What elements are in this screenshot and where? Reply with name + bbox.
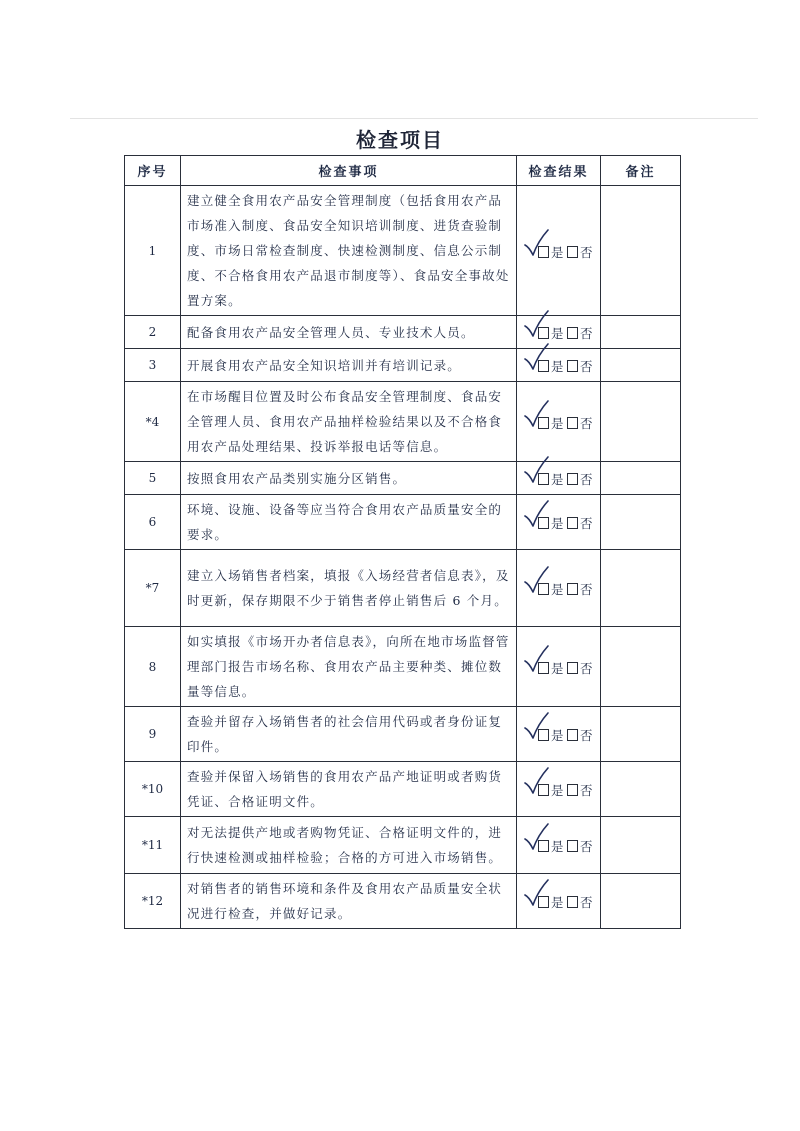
result-options <box>517 891 600 911</box>
option-yes-label: 是 <box>551 472 564 487</box>
header-no: 序号 <box>125 156 181 186</box>
checkbox-icon[interactable] <box>567 360 578 372</box>
option-no-label: 否 <box>580 326 593 341</box>
row-number: *10 <box>125 762 181 817</box>
row-note[interactable] <box>601 316 681 349</box>
check-mark-icon <box>522 822 550 854</box>
option-no-label: 否 <box>580 415 593 431</box>
option-yes-label: 是 <box>551 660 564 676</box>
row-number: 5 <box>125 462 181 495</box>
row-number: 8 <box>125 627 181 707</box>
row-note[interactable] <box>601 707 681 762</box>
option-yes-label: 是 <box>551 839 564 854</box>
result-options <box>517 724 600 744</box>
option-no[interactable] <box>567 837 593 855</box>
option-no[interactable] <box>567 580 593 598</box>
option-no-label: 否 <box>580 839 593 854</box>
option-yes-label: 是 <box>551 895 564 910</box>
option-no-label: 否 <box>580 783 593 798</box>
row-number: 3 <box>125 349 181 382</box>
row-result <box>517 495 601 550</box>
option-yes-label: 是 <box>551 783 564 798</box>
row-number: *7 <box>125 550 181 627</box>
row-item-text: 对无法提供产地或者购物凭证、合格证明文件的，进行快速检测或抽样检验；合格的方可进入市场销售。 <box>181 817 517 874</box>
row-note[interactable] <box>601 349 681 382</box>
option-yes-label: 是 <box>551 582 564 597</box>
option-no-label: 否 <box>580 472 593 487</box>
row-item-text: 开展食用农产品安全知识培训并有培训记录。 <box>181 349 517 382</box>
table-row <box>125 627 681 707</box>
row-result <box>517 462 601 495</box>
result-options <box>517 355 600 375</box>
row-result <box>517 817 601 874</box>
option-yes-label: 是 <box>551 516 564 531</box>
option-yes-label: 是 <box>551 728 564 743</box>
result-options <box>517 241 600 261</box>
row-note[interactable] <box>601 495 681 550</box>
row-item-text: 查验并保留入场销售的食用农产品产地证明或者购货凭证、合格证明文件。 <box>181 762 517 817</box>
checkbox-icon[interactable] <box>567 583 578 595</box>
header-item: 检查事项 <box>181 156 517 186</box>
check-mark-icon <box>522 228 550 260</box>
checkbox-icon[interactable] <box>567 417 578 429</box>
checkbox-icon[interactable] <box>567 517 578 529</box>
row-item-text: 配备食用农产品安全管理人员、专业技术人员。 <box>181 316 517 349</box>
table-row <box>125 495 681 550</box>
row-number: *4 <box>125 382 181 462</box>
result-options <box>517 412 600 432</box>
row-result <box>517 186 601 316</box>
checkbox-icon[interactable] <box>567 840 578 852</box>
row-note[interactable] <box>601 382 681 462</box>
row-note[interactable] <box>601 462 681 495</box>
check-mark-icon <box>522 644 550 676</box>
check-mark-icon <box>522 565 550 597</box>
row-result <box>517 627 601 707</box>
row-note[interactable] <box>601 817 681 874</box>
table-row <box>125 762 681 817</box>
row-number: 9 <box>125 707 181 762</box>
table-row <box>125 462 681 495</box>
checkbox-icon[interactable] <box>567 662 578 674</box>
check-mark-icon <box>522 455 550 487</box>
checklist-body <box>125 186 681 929</box>
option-no[interactable] <box>567 893 593 911</box>
checkbox-icon[interactable] <box>567 327 578 339</box>
table-row <box>125 874 681 929</box>
table-row <box>125 349 681 382</box>
checkbox-icon[interactable] <box>567 784 578 796</box>
check-mark-icon <box>522 878 550 910</box>
row-item-text: 环境、设施、设备等应当符合食用农产品质量安全的要求。 <box>181 495 517 550</box>
check-mark-icon <box>522 499 550 531</box>
table-row <box>125 316 681 349</box>
result-options <box>517 578 600 598</box>
page-title: 检查项目 <box>356 128 444 152</box>
option-no[interactable] <box>567 243 593 261</box>
table-row <box>125 382 681 462</box>
checklist-table <box>124 155 681 929</box>
row-number: 2 <box>125 316 181 349</box>
option-no[interactable] <box>567 514 593 532</box>
check-mark-icon <box>522 766 550 798</box>
check-mark-icon <box>522 309 550 341</box>
row-number: 6 <box>125 495 181 550</box>
option-yes-label: 是 <box>551 359 564 374</box>
row-result <box>517 382 601 462</box>
row-item-text: 建立入场销售者档案，填报《入场经营者信息表》，及时更新，保存期限不少于销售者停止销售后 6 个月。 <box>181 550 517 627</box>
result-options <box>517 657 600 677</box>
option-no[interactable] <box>567 414 593 432</box>
checkbox-icon[interactable] <box>567 246 578 258</box>
checkbox-icon[interactable] <box>567 729 578 741</box>
option-no[interactable] <box>567 659 593 677</box>
check-mark-icon <box>522 342 550 374</box>
header-note: 备注 <box>601 156 681 186</box>
row-result <box>517 762 601 817</box>
table-row <box>125 186 681 316</box>
option-no-label: 否 <box>580 516 593 531</box>
row-note[interactable] <box>601 186 681 316</box>
result-options <box>517 512 600 532</box>
row-item-text: 建立健全食用农产品安全管理制度（包括食用农产品市场准入制度、食品安全知识培训制度、进货查验制度、市场日常检查制度、快速检测制度、信息公示制度、不合格食用农产品退市制度等）、食品安全事故处置方案。 <box>181 186 517 316</box>
checkbox-icon[interactable] <box>567 896 578 908</box>
option-no-label: 否 <box>580 728 593 743</box>
check-mark-icon <box>522 711 550 743</box>
row-number: *12 <box>125 874 181 929</box>
result-options <box>517 322 600 342</box>
header-result: 检查结果 <box>517 156 601 186</box>
row-result <box>517 550 601 627</box>
row-item-text: 查验并留存入场销售者的社会信用代码或者身份证复印件。 <box>181 707 517 762</box>
option-yes-label: 是 <box>551 244 564 260</box>
option-no[interactable] <box>567 726 593 744</box>
row-note[interactable] <box>601 627 681 707</box>
row-number: 1 <box>125 186 181 316</box>
row-number: *11 <box>125 817 181 874</box>
table-row <box>125 817 681 874</box>
row-note[interactable] <box>601 874 681 929</box>
table-row <box>125 550 681 627</box>
table-row <box>125 707 681 762</box>
option-no-label: 否 <box>580 359 593 374</box>
option-no-label: 否 <box>580 895 593 910</box>
option-no-label: 否 <box>580 244 593 260</box>
option-yes-label: 是 <box>551 326 564 341</box>
check-mark-icon <box>522 399 550 431</box>
result-options <box>517 779 600 799</box>
result-options <box>517 468 600 488</box>
row-result <box>517 874 601 929</box>
row-item-text: 按照食用农产品类别实施分区销售。 <box>181 462 517 495</box>
option-no[interactable] <box>567 324 593 342</box>
result-options <box>517 835 600 855</box>
row-item-text: 在市场醒目位置及时公布食品安全管理制度、食品安全管理人员、食用农产品抽样检验结果以及不合格食用农产品处理结果、投诉举报电话等信息。 <box>181 382 517 462</box>
option-no[interactable] <box>567 470 593 488</box>
row-result <box>517 707 601 762</box>
option-no[interactable] <box>567 781 593 799</box>
option-no[interactable] <box>567 357 593 375</box>
option-no-label: 否 <box>580 582 593 597</box>
option-yes-label: 是 <box>551 415 564 431</box>
row-result <box>517 349 601 382</box>
header-row <box>125 156 681 186</box>
header-rule <box>70 118 758 119</box>
row-note[interactable] <box>601 550 681 627</box>
row-item-text: 对销售者的销售环境和条件及食用农产品质量安全状况进行检查，并做好记录。 <box>181 874 517 929</box>
row-item-text: 如实填报《市场开办者信息表》，向所在地市场监督管理部门报告市场名称、食用农产品主要种类、摊位数量等信息。 <box>181 627 517 707</box>
row-note[interactable] <box>601 762 681 817</box>
checkbox-icon[interactable] <box>567 473 578 485</box>
option-no-label: 否 <box>580 660 593 676</box>
